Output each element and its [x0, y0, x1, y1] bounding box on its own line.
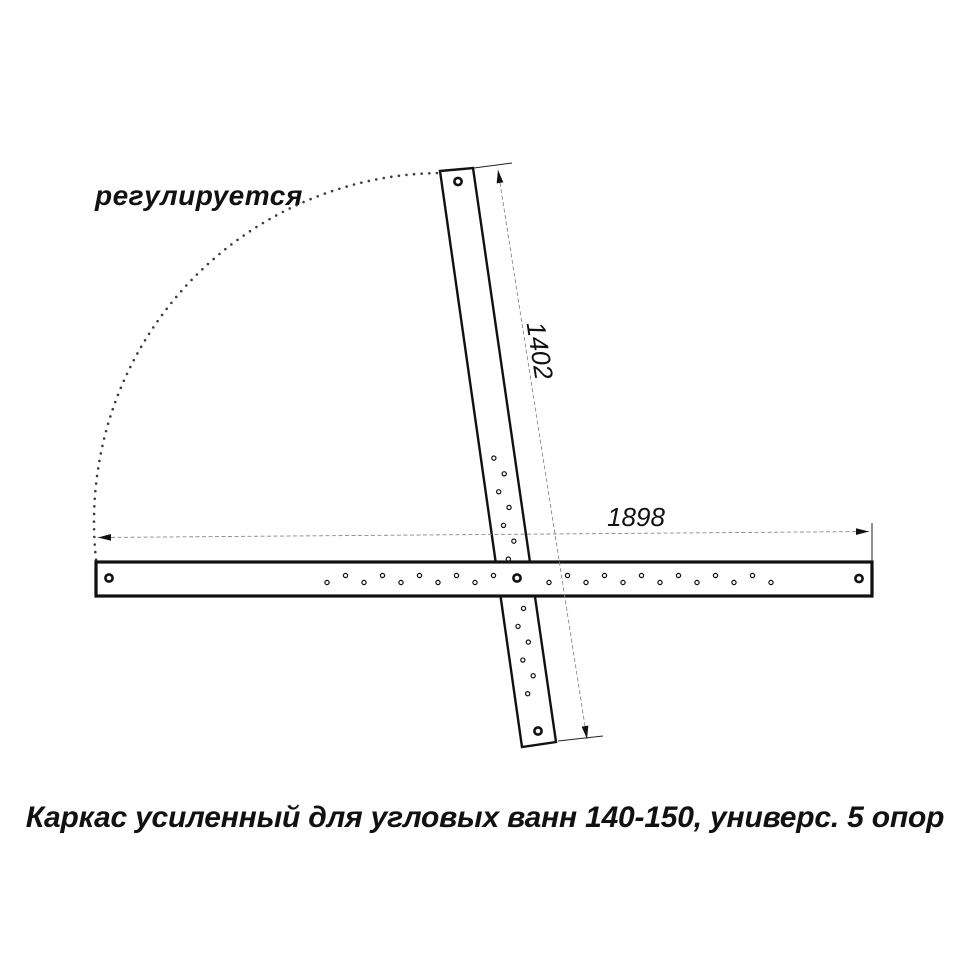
dim-1402-extension: [558, 736, 603, 741]
arc-dot: [148, 333, 151, 336]
arc-dot: [398, 175, 401, 178]
arc-dot: [331, 190, 334, 193]
arc-dot: [105, 430, 108, 433]
dimension-arrow: [856, 528, 869, 535]
mounting-hole: [491, 573, 495, 577]
mounting-hole: [639, 573, 643, 577]
arc-dot: [375, 178, 378, 181]
arc-dot: [114, 401, 117, 404]
arc-dot: [94, 551, 97, 554]
arc-dot: [180, 290, 183, 293]
arc-dot: [152, 326, 155, 329]
arc-dot: [93, 505, 96, 508]
arc-dot: [262, 222, 265, 225]
mounting-hole: [521, 658, 525, 662]
arc-dot: [97, 467, 100, 470]
diagonal-rail: [440, 168, 556, 747]
arc-dot: [420, 172, 423, 175]
arc-dot: [436, 172, 439, 175]
arc-dot: [117, 394, 120, 397]
arc-dot: [95, 482, 98, 485]
arc-dot: [165, 308, 168, 311]
mounting-hole: [602, 573, 606, 577]
arc-dot: [161, 314, 164, 317]
mounting-hole: [526, 692, 530, 696]
horizontal-rail: [96, 562, 872, 596]
support-hole: [513, 574, 520, 581]
arc-dot: [218, 253, 221, 256]
dim-1402-label: 1402: [520, 319, 560, 382]
arc-dot: [156, 320, 159, 323]
mounting-hole: [750, 573, 754, 577]
mounting-hole: [658, 580, 662, 584]
arc-dot: [107, 422, 110, 425]
support-hole: [855, 575, 862, 582]
arc-dot: [123, 380, 126, 383]
arc-dot: [382, 177, 385, 180]
mounting-hole: [473, 580, 477, 584]
mounting-hole: [521, 606, 525, 610]
arc-dot: [224, 248, 227, 251]
arc-dot: [93, 536, 96, 539]
mounting-hole: [621, 580, 625, 584]
mounting-hole: [531, 674, 535, 678]
dim-1402-extension: [474, 163, 512, 168]
mounting-hole: [362, 580, 366, 584]
arc-dot: [390, 176, 393, 179]
adjustment-arc-dotted: [93, 172, 439, 561]
arc-dot: [353, 183, 356, 186]
arc-dot: [98, 460, 101, 463]
arc-dot: [405, 174, 408, 177]
arc-dot: [93, 497, 96, 500]
mounting-hole: [695, 580, 699, 584]
mounting-hole: [526, 640, 530, 644]
arc-dot: [144, 339, 147, 342]
arc-dot: [170, 302, 173, 305]
arc-dot: [428, 172, 431, 175]
mounting-hole: [769, 580, 773, 584]
arc-dot: [93, 543, 96, 546]
dimension-arrow: [582, 726, 589, 739]
arc-dot: [207, 263, 210, 266]
mounting-hole: [399, 580, 403, 584]
arc-dot: [345, 185, 348, 188]
arc-dot: [275, 214, 278, 217]
horizontal-rail-body: [96, 562, 872, 596]
mounting-hole: [502, 472, 506, 476]
mounting-hole: [565, 573, 569, 577]
arc-dot: [136, 352, 139, 355]
mounting-hole: [501, 523, 505, 527]
mounting-hole: [713, 573, 717, 577]
arc-dot: [268, 218, 271, 221]
adjustable-label: регулируется: [95, 180, 303, 211]
arc-dot: [100, 452, 103, 455]
arc-dot: [190, 279, 193, 282]
mounting-hole: [492, 456, 496, 460]
mounting-hole: [516, 624, 520, 628]
mounting-hole: [507, 505, 511, 509]
mounting-hole: [497, 490, 501, 494]
arc-dot: [140, 346, 143, 349]
arc-dot: [126, 373, 129, 376]
arc-dot: [316, 195, 319, 198]
arc-dot: [242, 234, 245, 237]
arc-dot: [230, 243, 233, 246]
caption: Каркас усиленный для угловых ванн 140-150, универс. 5 опор: [25, 801, 945, 834]
arc-dot: [129, 366, 132, 369]
support-hole: [105, 574, 112, 581]
arc-dot: [236, 239, 239, 242]
mounting-hole: [732, 580, 736, 584]
arc-dot: [360, 181, 363, 184]
arc-dot: [249, 230, 252, 233]
mounting-hole: [343, 573, 347, 577]
dim-1898-line: [98, 532, 869, 538]
arc-dot: [103, 437, 106, 440]
arc-dot: [201, 268, 204, 271]
mounting-hole: [584, 580, 588, 584]
mounting-hole: [380, 573, 384, 577]
dimension-arrow: [98, 534, 111, 541]
mounting-hole: [436, 580, 440, 584]
arc-dot: [93, 528, 96, 531]
mounting-hole: [454, 573, 458, 577]
arc-dot: [132, 359, 135, 362]
arc-dot: [309, 198, 312, 201]
arc-dot: [212, 258, 215, 261]
arc-dot: [175, 296, 178, 299]
support-hole: [454, 178, 461, 185]
arc-dot: [368, 180, 371, 183]
arc-dot: [111, 408, 114, 411]
mounting-hole: [325, 580, 329, 584]
dim-1898-label: 1898: [607, 502, 665, 532]
arc-dot: [94, 490, 97, 493]
arc-dot: [120, 387, 123, 390]
arc-dot: [101, 445, 104, 448]
arc-dot: [93, 513, 96, 516]
arc-dot: [324, 192, 327, 195]
arc-dot: [196, 273, 199, 276]
arc-dot: [413, 173, 416, 176]
mounting-hole: [417, 573, 421, 577]
arc-dot: [93, 520, 96, 523]
support-hole: [534, 727, 541, 734]
arc-dot: [96, 475, 99, 478]
dimension-arrow: [497, 170, 504, 183]
arc-dot: [109, 415, 112, 418]
mounting-hole: [512, 539, 516, 543]
arc-dot: [185, 284, 188, 287]
mounting-hole: [547, 580, 551, 584]
mounting-hole: [676, 573, 680, 577]
diagonal-rail-body: [440, 168, 556, 747]
arc-dot: [255, 226, 258, 229]
arc-dot: [338, 187, 341, 190]
